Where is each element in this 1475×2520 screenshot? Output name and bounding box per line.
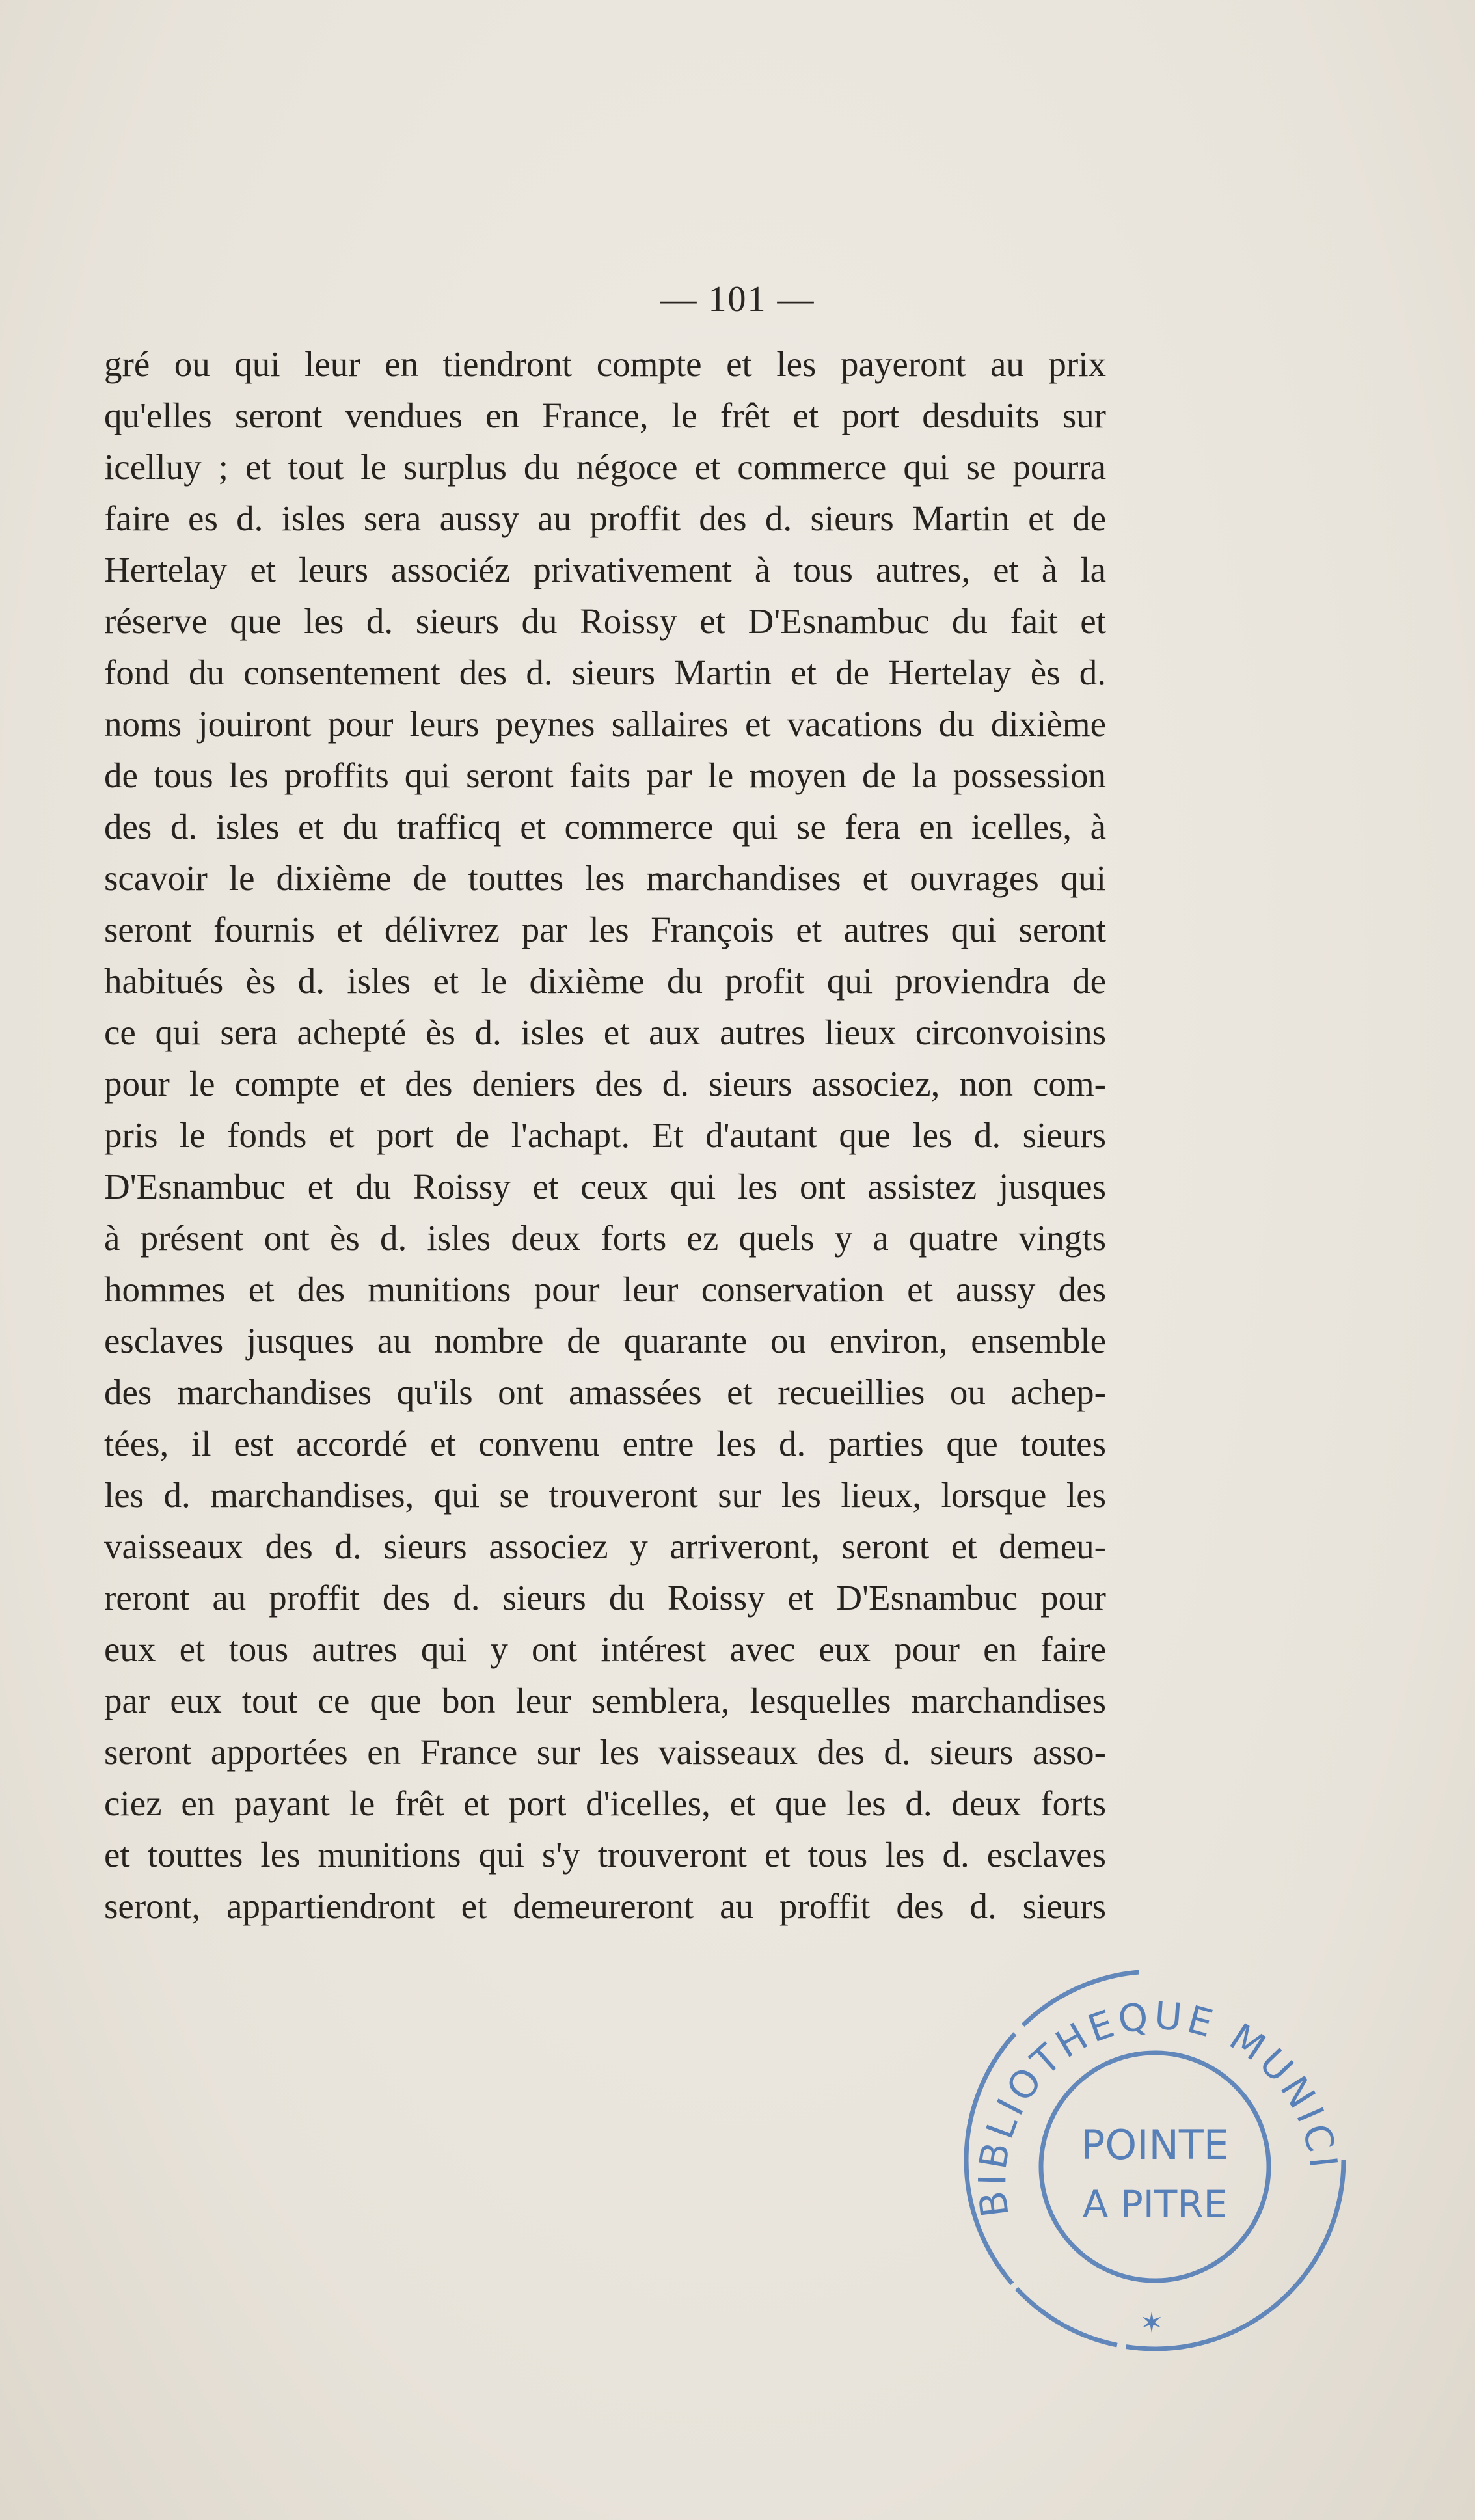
text-line: des marchandises qu'ils ont amassées et recueillies ou achep-: [104, 1372, 1106, 1412]
text-line: seront fournis et délivrez par les François et autres qui seront: [104, 910, 1106, 949]
text-line: gré ou qui leur en tiendront compte et les payeront au prix: [104, 344, 1106, 384]
body-text: [104, 338, 1106, 1932]
library-stamp-graphic: [947, 1952, 1363, 2368]
stamp-outer-text: BIBLIOTHEQUE MUNICI: [969, 1993, 1346, 2220]
text-line: vaisseaux des d. sieurs associez y arriveront, seront et demeu-: [104, 1526, 1106, 1566]
text-line: eux et tous autres qui y ont intérest avec eux pour en faire: [104, 1629, 1106, 1669]
text-line: pris le fonds et port de l'achapt. Et d'autant que les d. sieurs: [104, 1115, 1106, 1155]
text-line: habitués ès d. isles et le dixième du profit qui proviendra de: [104, 961, 1106, 1001]
text-line: de tous les proffits qui seront faits par le moyen de la possession: [104, 755, 1106, 795]
text-line: esclaves jusques au nombre de quarante ou environ, ensemble: [104, 1321, 1106, 1361]
text-line: icelluy ; et tout le surplus du négoce et commerce qui se pourra: [104, 447, 1106, 487]
stamp-inner-line1: POINTE: [1081, 2121, 1229, 2169]
text-line: faire es d. isles sera aussy au proffit des d. sieurs Martin et de: [104, 498, 1106, 538]
text-line: noms jouiront pour leurs peynes sallaires et vacations du dixième: [104, 704, 1106, 744]
text-line: réserve que les d. sieurs du Roissy et D'Esnambuc du fait et: [104, 601, 1106, 641]
stamp-star-icon: ✶: [1139, 2307, 1164, 2340]
text-line: tées, il est accordé et convenu entre les d. parties que toutes: [104, 1424, 1106, 1463]
text-line: ce qui sera achepté ès d. isles et aux autres lieux circonvoisins: [104, 1012, 1106, 1052]
text-line: qu'elles seront vendues en France, le frêt et port desduits sur: [104, 396, 1106, 435]
text-line: fond du consentement des d. sieurs Martin et de Hertelay ès d.: [104, 653, 1106, 692]
text-line: ciez en payant le frêt et port d'icelles, et que les d. deux forts: [104, 1783, 1106, 1823]
text-line: à présent ont ès d. isles deux forts ez quels y a quatre vingts: [104, 1218, 1106, 1258]
page-number: — 101 —: [660, 279, 815, 319]
text-line: par eux tout ce que bon leur semblera, lesquelles marchandises: [104, 1681, 1106, 1720]
text-line: seront apportées en France sur les vaisseaux des d. sieurs asso-: [104, 1732, 1106, 1772]
text-line: scavoir le dixième de touttes les marchandises et ouvrages qui: [104, 858, 1106, 898]
library-stamp: [947, 1952, 1363, 2368]
text-line: pour le compte et des deniers des d. sieurs associez, non com-: [104, 1064, 1106, 1104]
text-line: les d. marchandises, qui se trouveront sur les lieux, lorsque les: [104, 1475, 1106, 1515]
stamp-inner-line2: A PITRE: [1082, 2182, 1228, 2227]
text-line: reront au proffit des d. sieurs du Roissy et D'Esnambuc pour: [104, 1578, 1106, 1618]
text-line: hommes et des munitions pour leur conservation et aussy des: [104, 1269, 1106, 1309]
text-line: D'Esnambuc et du Roissy et ceux qui les ont assistez jusques: [104, 1167, 1106, 1206]
text-line: seront, appartiendront et demeureront au proffit des d. sieurs: [104, 1886, 1106, 1926]
text-line: Hertelay et leurs associéz privativement à tous autres, et à la: [104, 550, 1106, 589]
text-line: et touttes les munitions qui s'y trouveront et tous les d. esclaves: [104, 1835, 1106, 1875]
text-line: des d. isles et du trafficq et commerce qui se fera en icelles, à: [104, 807, 1106, 847]
